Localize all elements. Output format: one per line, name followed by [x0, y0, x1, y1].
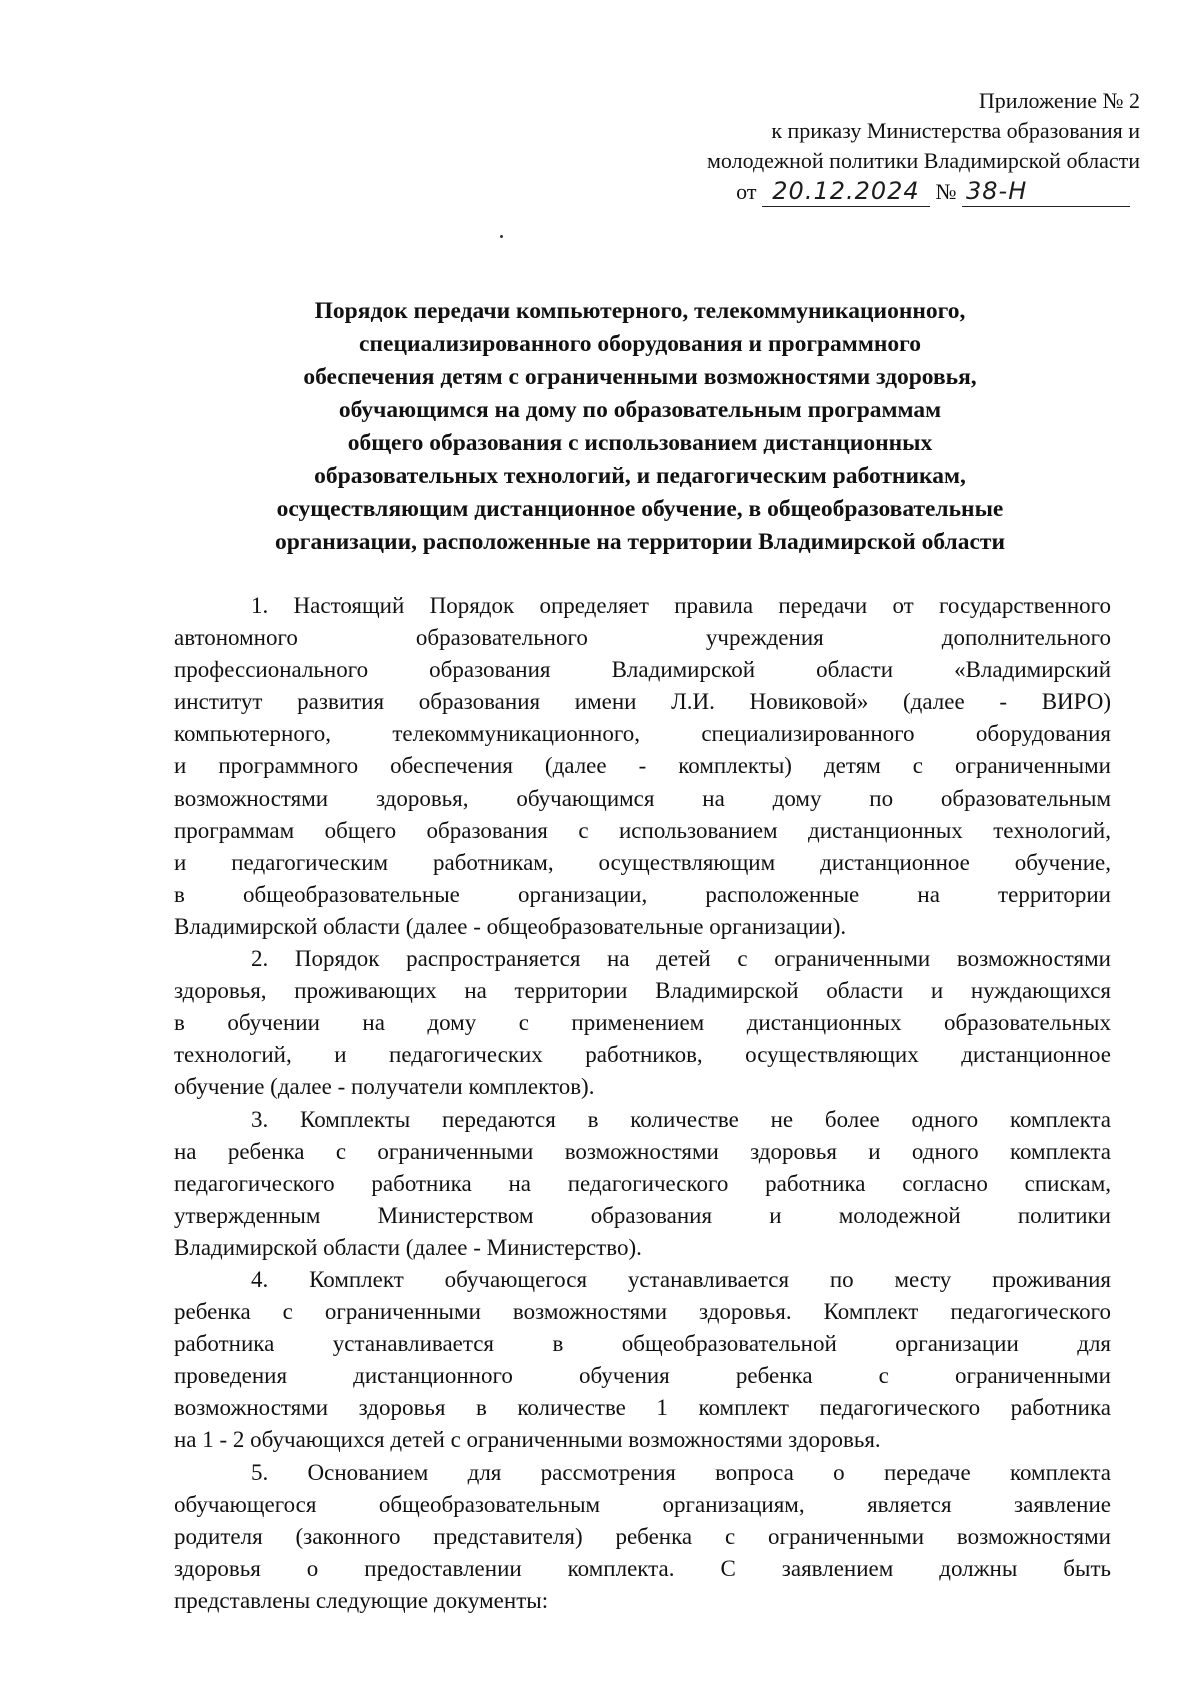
- paragraph-line: Владимирской области (далее - Министерство).: [174, 1234, 642, 1260]
- paragraph-line: 1. Настоящий Порядок определяет правила передачи от государственного: [251, 593, 1111, 618]
- paragraph-line: автономного образовательного учреждения дополнительного: [174, 625, 1111, 651]
- title-line: организации, расположенные на территории Владимирской области: [274, 529, 1006, 555]
- title-line: специализированного оборудования и программного: [359, 331, 921, 357]
- paragraph-line: профессионального образования Владимирской области «Владимирский: [174, 657, 1111, 683]
- paragraph-line: представлены следующие документы:: [174, 1587, 549, 1613]
- appendix-header: [640, 86, 1140, 207]
- paragraph-2: [174, 943, 1111, 1103]
- title-line: общего образования с использованием дистанционных: [347, 430, 933, 456]
- stray-dot: [500, 235, 503, 238]
- appendix-order-ref: к приказу Министерства образования и: [771, 118, 1140, 143]
- paragraph-5: [174, 1457, 1111, 1617]
- paragraph-line: в общеобразовательные организации, расположенные на территории: [174, 881, 1111, 907]
- paragraph-line: компьютерного, телекоммуникационного, специализированного оборудования: [174, 721, 1111, 747]
- appendix-number: Приложение № 2: [978, 88, 1140, 113]
- paragraph-line: утвержденным Министерством образования и молодежной политики: [174, 1202, 1111, 1228]
- paragraph-line: работника устанавливается в общеобразовательной организации для: [174, 1331, 1111, 1357]
- paragraph-line: Владимирской области (далее - общеобразовательные организации).: [174, 913, 847, 939]
- handwritten-number: 38-Н: [962, 176, 1130, 207]
- paragraph-line: на 1 - 2 обучающихся детей с ограниченными возможностями здоровья.: [174, 1427, 881, 1453]
- paragraph-line: возможностями здоровья, обучающимся на дому по образовательным: [174, 785, 1111, 811]
- number-label: №: [935, 179, 957, 204]
- paragraph-line: проведения дистанционного обучения ребенка с ограниченными: [174, 1363, 1111, 1389]
- paragraph-line: ребенка с ограниченными возможностями здоровья. Комплект педагогического: [174, 1299, 1111, 1325]
- paragraph-3: [174, 1104, 1111, 1264]
- paragraph-line: на ребенка с ограниченными возможностями здоровья и одного комплекта: [174, 1138, 1111, 1164]
- paragraph-line: родителя (законного представителя) ребенка с ограниченными возможностями: [174, 1523, 1111, 1549]
- paragraph-line: в обучении на дому с применением дистанционных образовательных: [174, 1010, 1111, 1036]
- title-line: обеспечения детям с ограниченными возможностями здоровья,: [303, 364, 977, 390]
- paragraph-1: [174, 590, 1111, 943]
- title-line: Порядок передачи компьютерного, телекоммуникационного,: [314, 298, 966, 324]
- paragraph-line: педагогического работника на педагогического работника согласно спискам,: [174, 1170, 1111, 1196]
- paragraph-line: институт развития образования имени Л.И. Новиковой» (далее - ВИРО): [174, 689, 1111, 715]
- title-line: осуществляющим дистанционное обучение, в общеобразовательные: [276, 496, 1004, 522]
- appendix-ministry: молодежной политики Владимирской области: [707, 148, 1140, 173]
- order-date-number-line: [640, 176, 1130, 207]
- paragraph-line: обучение (далее - получатели комплектов).: [174, 1074, 595, 1100]
- paragraph-line: 2. Порядок распространяется на детей с ограниченными возможностями: [251, 946, 1111, 972]
- paragraph-line: 5. Основанием для рассмотрения вопроса о передаче комплекта: [251, 1459, 1111, 1485]
- paragraph-line: обучающегося общеобразовательным организациям, является заявление: [174, 1491, 1111, 1517]
- paragraph-4: [174, 1264, 1111, 1457]
- document-body: [174, 590, 1111, 1617]
- paragraph-line: здоровья, проживающих на территории Владимирской области и нуждающихся: [174, 978, 1111, 1004]
- handwritten-date: 20.12.2024: [762, 176, 930, 207]
- paragraph-line: 3. Комплекты передаются в количестве не более одного комплекта: [251, 1106, 1111, 1132]
- paragraph-line: 4. Комплект обучающегося устанавливается по месту проживания: [251, 1266, 1111, 1292]
- from-label: от: [736, 179, 757, 204]
- title-line: обучающимся на дому по образовательным программам: [338, 397, 942, 423]
- paragraph-line: программам общего образования с использованием дистанционных технологий,: [174, 817, 1111, 843]
- paragraph-line: и педагогическим работникам, осуществляющим дистанционное обучение,: [174, 849, 1111, 875]
- paragraph-line: технологий, и педагогических работников, осуществляющих дистанционное: [174, 1042, 1111, 1068]
- paragraph-line: и программного обеспечения (далее - комплекты) детям с ограниченными: [174, 753, 1111, 779]
- paragraph-line: здоровья о предоставлении комплекта. С заявлением должны быть: [174, 1555, 1111, 1581]
- document-title: [170, 295, 1110, 559]
- title-line: образовательных технологий, и педагогическим работникам,: [314, 463, 966, 489]
- paragraph-line: возможностями здоровья в количестве 1 комплект педагогического работника: [174, 1395, 1111, 1421]
